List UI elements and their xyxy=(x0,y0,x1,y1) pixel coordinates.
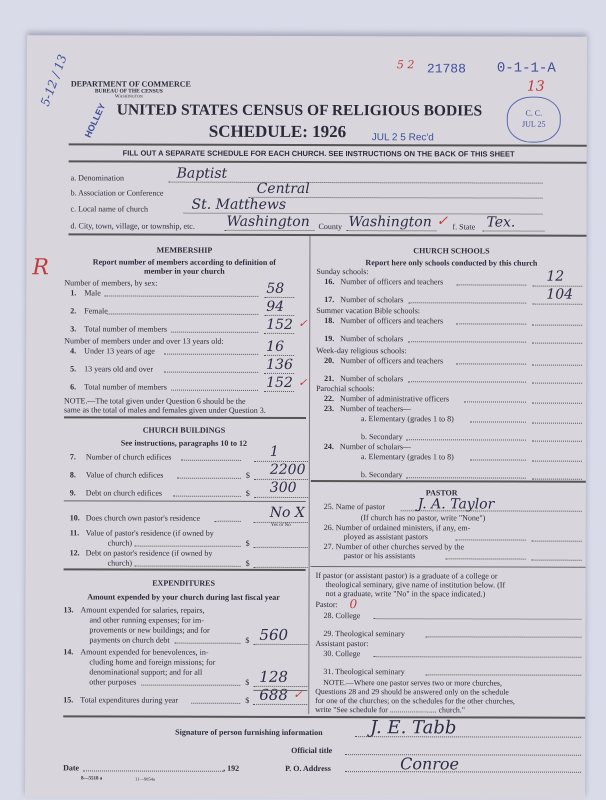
pastor-note: for one of the churches; on the schedules for the other churches, xyxy=(315,696,515,706)
q26-label: 26. Number of ordained ministers, if any, em- xyxy=(323,523,471,533)
cc-stamp-date: JUL 25 xyxy=(522,119,546,129)
q29-label: 29. Theological seminary xyxy=(323,629,405,639)
signature-label: Signature of person furnishing information xyxy=(175,727,323,738)
file-number-overwrite: 5 2 xyxy=(396,58,415,72)
dollar-sign: $ xyxy=(245,470,250,480)
dollar-sign: $ xyxy=(245,695,250,705)
pastor-mark: 0 xyxy=(349,597,358,612)
question-label: a. Elementary (grades 1 to 8) xyxy=(360,452,454,462)
expenditures-subheading: Amount expended by your church during last fiscal year xyxy=(87,592,280,602)
question-label: b. Secondary xyxy=(360,470,403,480)
question-label: Total expenditures during year xyxy=(80,695,179,705)
question-label: Value of pastor's residence (if owned by xyxy=(85,528,214,538)
rule xyxy=(83,770,223,771)
question-label: Number of officers and teachers xyxy=(340,277,444,287)
question-label: provements or new buildings; and for xyxy=(89,625,210,635)
rule xyxy=(532,560,582,561)
date-label: Date xyxy=(63,763,80,773)
rule xyxy=(64,568,306,571)
answer-field[interactable]: 152 xyxy=(266,374,293,391)
po-address-field[interactable]: Conroe xyxy=(400,754,460,774)
rule xyxy=(532,304,582,305)
rule xyxy=(532,423,582,424)
schedule-year: SCHEDULE: 1926 xyxy=(208,121,347,142)
rule xyxy=(470,421,526,422)
city-field[interactable]: Washington xyxy=(226,213,310,231)
answer-field[interactable]: 58 xyxy=(266,280,285,297)
q26-label-2: ployed as assistant pastors xyxy=(343,532,428,542)
rule xyxy=(264,373,294,374)
answer-field[interactable]: 94 xyxy=(266,298,285,315)
rule xyxy=(373,618,581,620)
form-number: 8—5518 a xyxy=(81,776,103,782)
question-number: 1. xyxy=(70,288,77,298)
question-number: 23. xyxy=(324,404,335,414)
question-number: 18. xyxy=(324,316,335,326)
association-label: b. Association or Conference xyxy=(70,188,164,198)
dollar-sign: $ xyxy=(245,677,250,687)
check-mark: ✓ xyxy=(298,316,308,331)
rule xyxy=(249,197,543,199)
question-number: 13. xyxy=(63,605,74,615)
rule xyxy=(532,461,582,462)
rule xyxy=(174,643,240,644)
rule xyxy=(470,459,526,460)
answer-field[interactable]: 560 xyxy=(259,625,289,644)
question-label: cluding home and foreign missions; for xyxy=(89,657,216,667)
dollar-sign: $ xyxy=(245,635,250,645)
rule xyxy=(456,323,526,324)
question-number: 21. xyxy=(324,374,335,384)
census-schedule-form xyxy=(25,35,587,798)
buildings-subheading: See instructions, paragraphs 10 to 12 xyxy=(120,438,248,448)
rule xyxy=(63,715,585,718)
check-mark: ✓ xyxy=(436,213,449,230)
question-label: Number of scholars xyxy=(340,295,404,305)
school-group-label: Parochial schools: xyxy=(316,384,375,394)
rule xyxy=(254,547,308,548)
question-label: 13 years old and over xyxy=(84,364,154,374)
rule xyxy=(141,685,240,686)
question-number: 9. xyxy=(69,488,76,498)
rule xyxy=(181,460,241,461)
question-label: Total number of members xyxy=(84,324,167,334)
rule xyxy=(406,477,526,478)
question-label: church) xyxy=(107,538,133,548)
pastor-heading: PASTOR xyxy=(425,488,458,498)
question-label: Value of church edifices xyxy=(85,470,164,480)
official-title-label: Official title xyxy=(291,745,333,756)
question-label: Does church own pastor's residence xyxy=(85,513,201,523)
dollar-sign: $ xyxy=(245,488,250,498)
rule xyxy=(134,546,240,547)
question-number: 16. xyxy=(324,277,335,287)
question-number: 17. xyxy=(324,295,335,305)
rule xyxy=(264,391,294,392)
holley-stamp: HOLLEY xyxy=(82,101,108,140)
rule xyxy=(345,771,581,773)
local_name-label: c. Local name of church xyxy=(70,204,149,214)
answer-field[interactable]: 2200 xyxy=(269,461,306,478)
rule xyxy=(456,539,526,540)
rule xyxy=(264,315,294,316)
membership-heading: MEMBERSHIP xyxy=(156,245,213,255)
question-label: denominational support; and for all xyxy=(89,667,203,677)
answer-field[interactable]: 1 xyxy=(269,443,279,460)
question-label: other purposes xyxy=(89,677,137,687)
rule xyxy=(107,313,258,314)
rule xyxy=(532,541,582,542)
classification-code: 0-1-1-A xyxy=(496,60,556,77)
file-number: 21788 xyxy=(426,61,466,77)
graduate-note: theological seminary, give name of institution below. (If xyxy=(325,580,506,590)
question-number: 20. xyxy=(324,356,335,366)
pastor-name-hint: (If church has no pastor, write "None") xyxy=(360,513,486,523)
answer-field[interactable]: 12 xyxy=(546,268,565,285)
question-label: Number of administrative officers xyxy=(340,394,449,404)
margin-fraction: 5-12 / 13 xyxy=(37,52,70,109)
question-number: 14. xyxy=(63,647,74,657)
assistant-label: Assistant pastor: xyxy=(315,639,369,649)
membership-subheading: Report number of members according to definition of xyxy=(92,257,276,267)
rule xyxy=(532,365,582,366)
q31-label: 31. Theological seminary xyxy=(323,667,405,677)
rule xyxy=(253,704,307,705)
rule xyxy=(172,332,259,333)
question-label: and other running expenses; for im- xyxy=(89,615,204,625)
dollar-sign: $ xyxy=(245,538,250,548)
denomination-label: a. Denomination xyxy=(70,173,124,183)
q27-label-2: pastor or his assistants xyxy=(343,551,416,561)
pastor-label: Pastor: xyxy=(315,600,338,610)
rule xyxy=(532,479,582,480)
rule xyxy=(177,478,241,479)
question-label: Amount expended for benevolences, in- xyxy=(80,647,209,657)
pastor-note: write "See schedule for ........................ church." xyxy=(315,705,465,715)
question-label: b. Secondary xyxy=(360,432,403,442)
question-number: 24. xyxy=(323,442,334,452)
school-group-label: Week-day religious schools: xyxy=(316,346,407,356)
check-mark: ✓ xyxy=(298,375,308,390)
question-number: 15. xyxy=(63,695,74,705)
rule xyxy=(254,567,308,568)
question-number: 22. xyxy=(324,394,335,404)
po-address-label: P. O. Address xyxy=(285,763,331,774)
rule xyxy=(425,674,581,675)
rule xyxy=(164,372,258,373)
answer-field[interactable]: 688 xyxy=(259,685,288,704)
graduate-note: not a graduate, write "No" in the space indicated.) xyxy=(325,589,486,599)
rule xyxy=(425,636,581,637)
county-field[interactable]: Washington xyxy=(348,214,432,231)
rule xyxy=(408,341,527,342)
question-number: 10. xyxy=(69,513,80,523)
question-label: Male xyxy=(84,288,101,298)
rule xyxy=(456,363,526,364)
rule xyxy=(173,496,241,497)
yes-no-hint: Yes or No xyxy=(270,522,291,528)
date-suffix: , 192 xyxy=(223,763,240,773)
graduate-note: If pastor (or assistant pastor) is a graduate of a college or xyxy=(315,571,498,581)
membership-note-2: same as the total of males and females given under Question 3. xyxy=(64,405,266,415)
question-number: 7. xyxy=(69,452,76,462)
question-label: Number of officers and teachers xyxy=(340,356,444,366)
rule xyxy=(171,390,258,391)
answer-field[interactable]: 128 xyxy=(259,667,288,686)
rule xyxy=(253,644,307,645)
rule xyxy=(169,182,543,184)
answer-field[interactable]: 16 xyxy=(266,338,285,355)
rule xyxy=(264,355,294,356)
bureau-city: Washington xyxy=(114,94,143,100)
rule xyxy=(254,497,308,498)
question-label: Amount expended for salaries, repairs, xyxy=(80,605,205,615)
local_name-field[interactable]: St. Matthews xyxy=(191,196,287,213)
question-label: Female xyxy=(84,306,108,316)
pastor-note: Questions 28 and 29 should be answered only on the schedule xyxy=(315,687,509,697)
rule xyxy=(311,566,586,568)
question-label: Number of church edifices xyxy=(85,452,172,462)
rule xyxy=(482,230,544,231)
rule xyxy=(215,521,241,522)
question-label: Under 13 years of age xyxy=(84,346,155,356)
county-label: County xyxy=(318,222,343,232)
rule xyxy=(532,343,582,344)
membership-subheading-2: member in your church xyxy=(144,266,225,276)
answer-field[interactable]: 136 xyxy=(266,356,293,373)
question-number: 5. xyxy=(70,364,77,374)
question-label: Number of scholars xyxy=(340,374,404,384)
q30-label: 30. College xyxy=(323,649,361,659)
rule xyxy=(446,558,526,559)
rule xyxy=(532,441,582,442)
cc-stamp xyxy=(507,97,561,143)
school-group-label: Summer vacation Bible schools: xyxy=(316,306,421,316)
state-label: f. State xyxy=(452,222,476,232)
pastor-name-field[interactable]: J. A. Taylor xyxy=(417,496,495,513)
print-code: 11—9054a xyxy=(135,776,155,782)
question-label: Number of teachers— xyxy=(340,404,412,414)
state-field[interactable]: Tex. xyxy=(486,214,516,231)
answer-field[interactable]: 104 xyxy=(546,286,574,303)
rule xyxy=(191,703,240,704)
rule xyxy=(532,325,582,326)
answer-field[interactable]: No X xyxy=(269,504,305,521)
question-number: 19. xyxy=(324,334,335,344)
q27-label: 27. Number of other churches served by the xyxy=(323,542,465,552)
rule xyxy=(264,333,294,334)
membership-note: NOTE.—The total given under Question 6 should be the xyxy=(64,396,246,406)
question-number: 11. xyxy=(69,528,80,538)
question-label: Debt on pastor's residence (if owned by xyxy=(85,548,213,558)
question-label: Number of officers and teachers xyxy=(340,316,444,326)
form-title: UNITED STATES CENSUS OF RELIGIOUS BODIES xyxy=(116,101,483,120)
question-number: 12. xyxy=(69,548,80,558)
question-label: Number of scholars— xyxy=(339,442,412,452)
rule xyxy=(311,480,586,483)
check-mark: ✓ xyxy=(293,687,303,701)
signature-field[interactable]: J. E. Tabb xyxy=(370,717,457,739)
instruction-banner: FILL OUT A SEPARATE SCHEDULE FOR EACH CHURCH. SEE INSTRUCTIONS ON THE BACK OF THIS SHEET xyxy=(122,148,515,159)
by-sex-label: Number of members, by sex: xyxy=(64,278,158,288)
rule xyxy=(64,416,306,419)
buildings-heading: CHURCH BUILDINGS xyxy=(142,425,226,435)
red-number: 13 xyxy=(526,78,545,95)
city-label: d. City, town, village, or township, etc. xyxy=(70,221,195,231)
answer-field[interactable]: 300 xyxy=(269,479,297,496)
rule xyxy=(104,295,258,296)
answer-field[interactable]: 152 xyxy=(266,316,293,333)
rule xyxy=(373,656,581,658)
rule xyxy=(532,403,582,404)
question-number: 4. xyxy=(70,346,77,356)
question-number: 6. xyxy=(70,382,77,392)
denomination-field[interactable]: Baptist xyxy=(176,165,228,182)
rule xyxy=(64,500,306,502)
association-field[interactable]: Central xyxy=(256,180,310,198)
rule xyxy=(134,566,240,567)
rule xyxy=(464,401,526,402)
expenditures-heading: EXPENDITURES xyxy=(152,578,215,588)
rule xyxy=(408,302,527,303)
rule xyxy=(457,284,527,285)
cc-stamp-line: C. C. xyxy=(525,108,543,118)
bureau: BUREAU OF THE CENSUS xyxy=(94,88,163,95)
department: DEPARTMENT OF COMMERCE xyxy=(70,79,191,89)
rule xyxy=(532,383,582,384)
rule xyxy=(164,354,258,355)
rule xyxy=(408,381,527,382)
question-label: Debt on church edifices xyxy=(85,488,163,498)
rule xyxy=(345,754,581,756)
rule xyxy=(406,439,526,440)
q28-label: 28. College xyxy=(323,611,361,621)
question-number: 2. xyxy=(70,306,77,316)
schools-heading: CHURCH SCHOOLS xyxy=(413,246,490,256)
dollar-sign: $ xyxy=(245,558,250,568)
question-number: 3. xyxy=(70,324,77,334)
question-number: 8. xyxy=(69,470,76,480)
rule xyxy=(264,297,294,298)
question-label: Number of scholars xyxy=(340,334,404,344)
red-r-mark: R xyxy=(32,255,50,281)
age-label: Number of members under and over 13 years old: xyxy=(64,336,224,346)
school-group-label: Sunday schools: xyxy=(316,267,369,277)
question-label: church) xyxy=(107,558,133,568)
question-label: a. Elementary (grades 1 to 8) xyxy=(360,414,454,424)
pastor-name-label: 25. Name of pastor xyxy=(323,502,386,512)
question-label: Total number of members xyxy=(84,382,167,392)
received-stamp: JUL 2 5 Rec'd xyxy=(371,132,434,144)
question-label: payments on church debt xyxy=(89,635,170,645)
pastor-note: NOTE.—Where one pastor serves two or more churches, xyxy=(323,678,502,688)
schools-subheading: Report here only schools conducted by this church xyxy=(365,258,538,268)
